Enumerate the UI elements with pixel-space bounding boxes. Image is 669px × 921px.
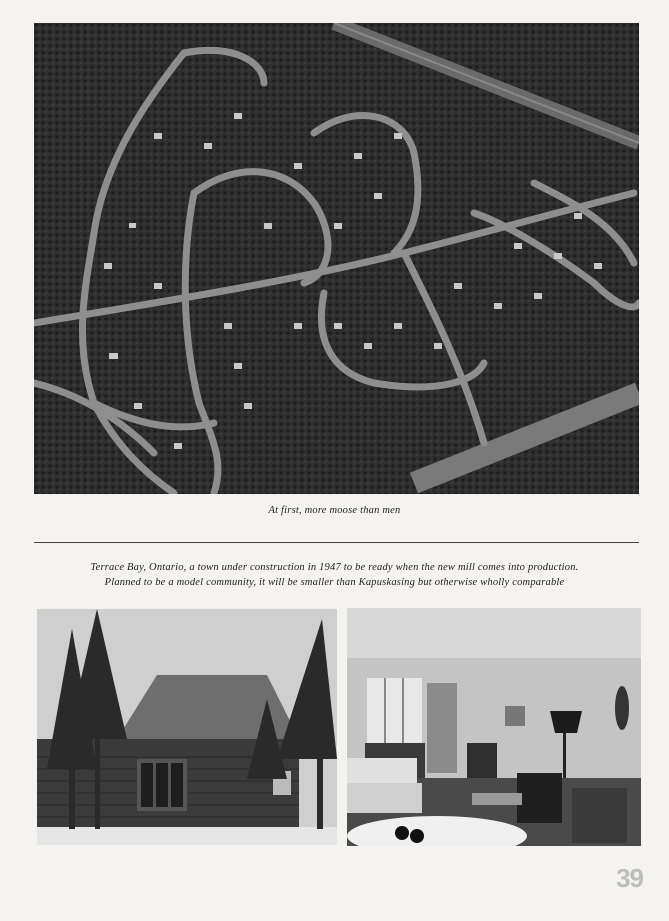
divider-rule <box>34 542 639 543</box>
description-line-1: Terrace Bay, Ontario, a town under construction in 1947 to be ready when the new mill comes into production. <box>90 562 579 573</box>
living-room-interior-photo <box>347 608 641 846</box>
house-exterior-photo <box>37 609 337 845</box>
aerial-photo-terrace-bay <box>34 23 639 494</box>
description-line-2: Planned to be a model community, it will be smaller than Kapuskasing but otherwise wholly comparable <box>104 577 565 588</box>
description-text <box>0 560 669 590</box>
aerial-photo-caption: At first, more moose than men <box>268 505 401 516</box>
page-number: 39 <box>616 863 643 893</box>
